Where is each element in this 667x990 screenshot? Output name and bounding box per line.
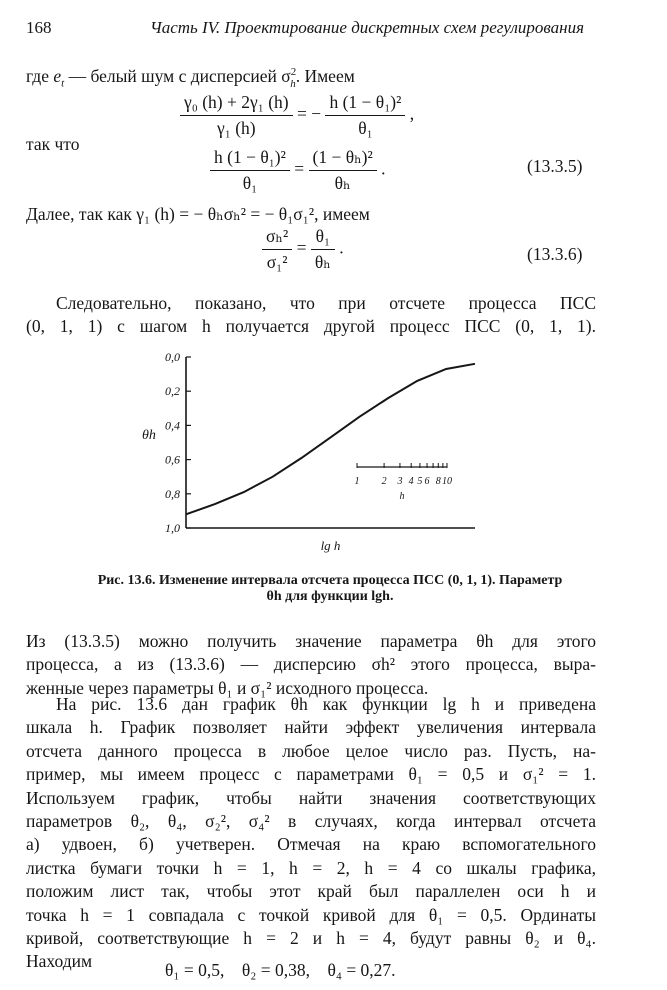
eq3-equals: = [296, 237, 307, 258]
intro-e-sub: t [61, 77, 65, 90]
intro-sigma-sup: 2 [290, 66, 297, 79]
conclusion-line-1: Следовательно, показано, что при отсчете процесса ПСС [56, 293, 596, 313]
eq3-rhs-num: θ₁ [311, 226, 335, 250]
paragraph-1 [26, 630, 596, 700]
equation-2 [210, 147, 386, 194]
p2-line-8: листка бумаги точки h = 1, h = 2, h = 4 со шкалы графика, [26, 857, 596, 878]
intro-line [26, 64, 355, 89]
h-scale-label: 6 [424, 476, 430, 487]
caption-line-1: Рис. 13.6. Изменение интервала отсчета процесса ПСС (0, 1, 1). Параметр [97, 573, 563, 588]
p2-line-11: кривой, соответствующие h = 2 и h = 4, будут равны θ₂ и θ₄. [26, 928, 596, 949]
eq2-equals: = [294, 158, 305, 179]
intro-sigma: σ [281, 66, 291, 86]
running-title: Часть IV. Проектирование дискретных схем регулирования [150, 18, 584, 37]
eq3-rhs-den: θₕ [314, 252, 331, 272]
eq3-lhs-den: σ₁² [266, 252, 288, 272]
eq1-rhs-num: h (1 − θ₁)² [325, 92, 405, 116]
eq3-number: (13.3.6) [527, 244, 583, 264]
caption-line-2: θh для функции lgh. [266, 589, 394, 604]
y-tick-label: 0,6 [165, 452, 180, 467]
further-text1: Далее, так как [26, 204, 137, 224]
eq1-lhs-den: γ₁ (h) [216, 118, 256, 138]
eq2-lhs-num: h (1 − θ₁)² [210, 147, 290, 171]
intro-white-noise: — белый шум с дисперсией [64, 66, 282, 86]
further-expr: γ₁ (h) = − θₕσₕ² = − θ₁σ₁², [136, 204, 319, 224]
intro-e: e [53, 66, 62, 86]
eq1-equals: = − [296, 103, 322, 124]
so-that: так что [26, 134, 80, 154]
y-axis-label: θh [142, 428, 156, 444]
final-equation: θ₁ = 0,5, θ₂ = 0,38, θ₄ = 0,27. [165, 960, 396, 980]
figure-caption [20, 573, 640, 605]
y-tick-label: 0,0 [165, 350, 180, 364]
x-axis-label: lg h [320, 538, 341, 553]
eq3-dot: . [339, 237, 344, 258]
equation-1 [180, 92, 414, 139]
eq2-number: (13.3.5) [527, 156, 583, 176]
further-text2: имеем [322, 204, 370, 224]
p1-line-2: процесса, а из (13.3.6) — дисперсию σh² этого процесса, выра- [26, 654, 596, 675]
p2-line-12: Находим [26, 951, 93, 972]
p2-line-5: Используем график, чтобы найти значения соответствующих [26, 787, 596, 808]
eq1-lhs-fraction [180, 92, 293, 139]
page-number: 168 [26, 18, 52, 37]
p2-line-10: точка h = 1 совпадала с точкой кривой для θ₁ = 0,5. Ординаты [26, 904, 596, 925]
figure-chart [130, 345, 490, 560]
p2-line-4: пример, мы имеем процесс с параметрами θ₁ = 0,5 и σ₁² = 1. [26, 764, 596, 785]
eq3-lhs-fraction [262, 226, 292, 273]
eq1-rhs-den: θ₁ [358, 118, 373, 138]
further-line [26, 202, 370, 227]
y-tick-label: 1,0 [165, 521, 180, 535]
intro-sigma-sub: h [290, 77, 296, 90]
y-tick-label: 0,4 [165, 418, 180, 433]
p2-line-1: На рис. 13.6 дан график θh как функции lg h и приведена [56, 694, 596, 714]
h-scale-label: 10 [442, 476, 452, 487]
eq2-rhs-num: (1 − θₕ)² [309, 147, 377, 171]
paragraph-2 [26, 693, 596, 974]
p2-line-2: шкала h. График позволяет найти эффект увеличения интервала [26, 717, 596, 738]
eq2-rhs-den: θₕ [334, 173, 351, 193]
eq2-dot: . [381, 158, 386, 179]
h-scale-label: 5 [417, 476, 423, 487]
eq1-rhs-fraction [325, 92, 405, 139]
h-scale-label: 1 [354, 476, 360, 487]
eq2-rhs-fraction [309, 147, 377, 194]
h-scale-label: 4 [408, 476, 414, 487]
intro-where: где [26, 66, 49, 86]
eq1-comma: , [409, 103, 415, 124]
p2-line-9: положим лист так, чтобы этот край был параллелен оси h и [26, 881, 596, 902]
p2-line-7: а) удвоен, б) учетверен. Отмечая на краю вспомогательного [26, 834, 596, 855]
conclusion [26, 292, 596, 339]
conclusion-line-2: (0, 1, 1) с шагом h получается другой процесс ПСС (0, 1, 1). [26, 316, 596, 337]
p2-line-3: отсчета данного процесса в любое целое число раз. Пусть, на- [26, 740, 596, 761]
eq3-lhs-num: σₕ² [262, 226, 292, 250]
eq2-lhs-den: θ₁ [242, 173, 258, 193]
y-tick-label: 0,8 [165, 486, 180, 501]
eq3-rhs-fraction [311, 226, 335, 273]
p2-line-6: параметров θ₂, θ₄, σ₂², σ₄² в случаях, когда интервал отсчета [26, 811, 596, 832]
h-scale-label: 2 [381, 476, 387, 487]
intro-we-have: . Имеем [295, 66, 355, 86]
equation-3 [262, 226, 344, 273]
p1-line-1: Из (13.3.5) можно получить значение параметра θh для этого [26, 631, 596, 651]
y-tick-label: 0,2 [165, 384, 180, 399]
p1-line-3: женные через параметры θ₁ и σ₁² исходного процесса. [26, 677, 429, 698]
eq2-lhs-fraction [210, 147, 290, 194]
eq1-lhs-num: γ₀ (h) + 2γ₁ (h) [180, 92, 293, 116]
h-scale-title: h [399, 491, 405, 502]
h-scale-label: 3 [397, 476, 403, 487]
theta-curve [186, 364, 475, 515]
h-scale-label: 8 [435, 476, 441, 487]
